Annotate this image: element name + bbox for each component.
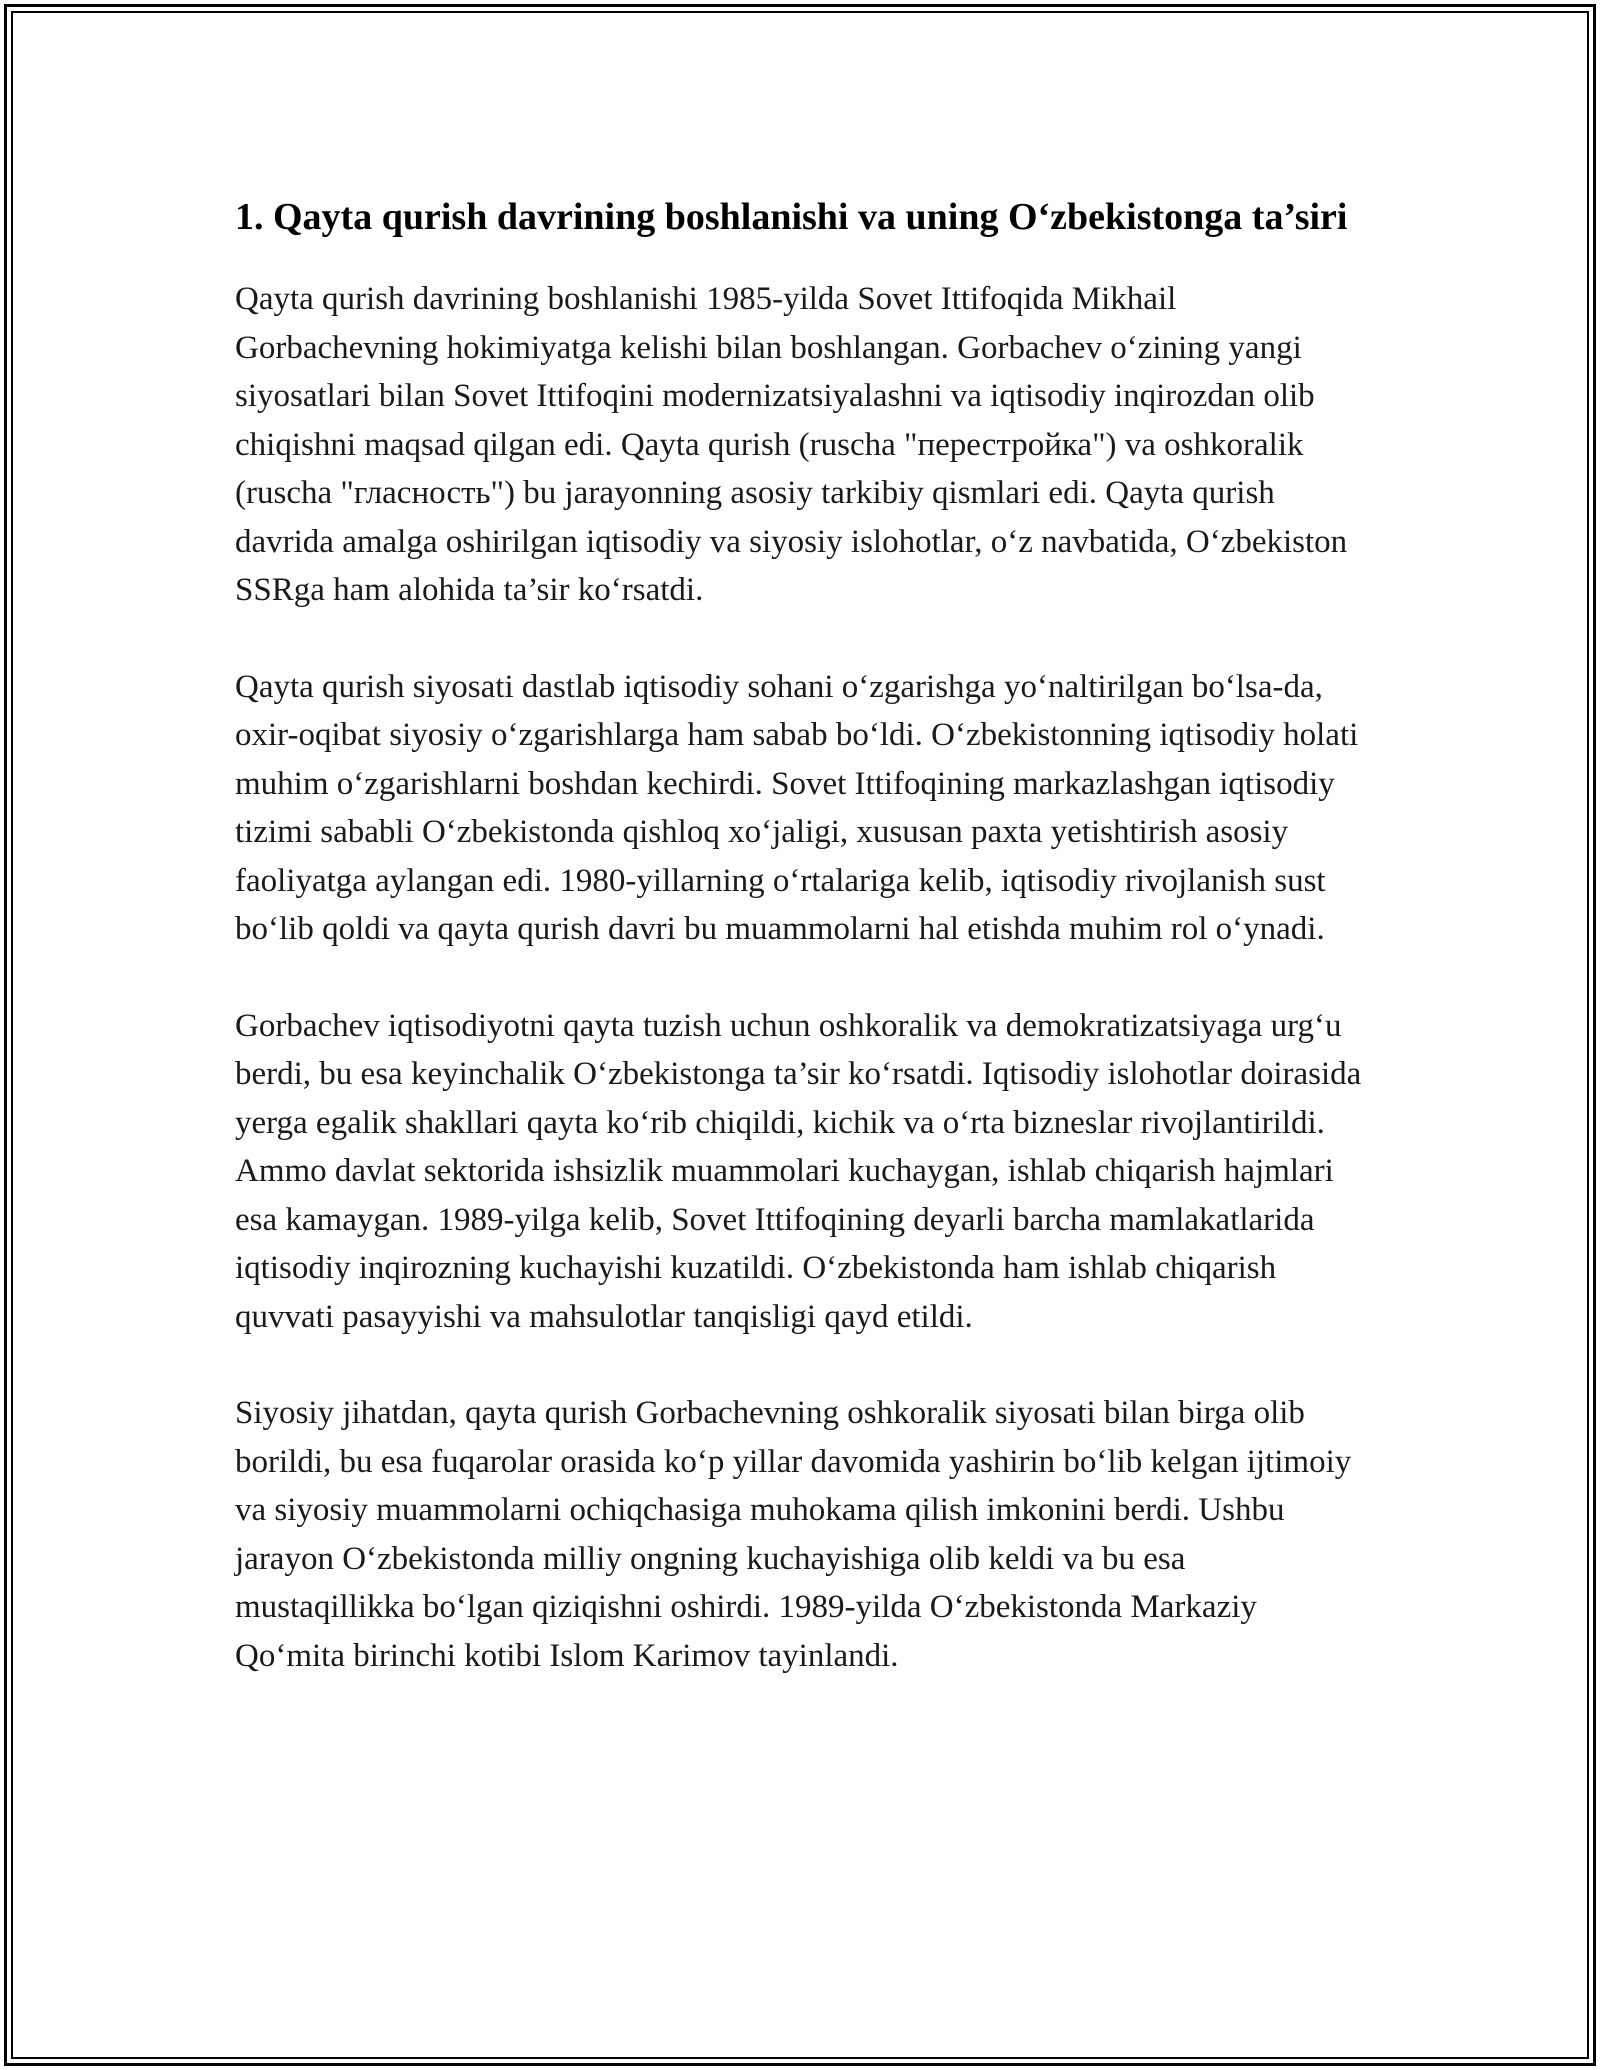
paragraph-4: Siyosiy jihatdan, qayta qurish Gorbachevning oshkoralik siyosati bilan birga olib borildi, bu esa fuqarolar orasida ko‘p yillar davomida yashirin bo‘lib kelgan ijtimoiy va siyosiy muammolarni ochiqchasiga muhokama qilish imkonini berdi. Ushbu jarayon O‘zbekistonda milliy ongning kuchayishiga olib keldi va bu esa mustaqillikka bo‘lgan qiziqishni oshirdi. 1989-yilda O‘zbekistonda Markaziy Qo‘mita birinchi kotibi Islom Karimov tayinlandi. <box>235 1395 1352 1674</box>
paragraph-2: Qayta qurish siyosati dastlab iqtisodiy sohani o‘zgarishga yo‘naltirilgan bo‘lsa-da, oxir-oqibat siyosiy o‘zgarishlarga ham sabab bo‘ldi. O‘zbekistonning iqtisodiy holati muhim o‘zgarishlarni boshdan kechirdi. Sovet Ittifoqining markazlashgan iqtisodiy tizimi sababli O‘zbekistonda qishloq xo‘jaligi, xususan paxta yetishtirish asosiy faoliyatga aylangan edi. 1980-yillarning o‘rtalariga kelib, iqtisodiy rivojlanish sust bo‘lib qoldi va qayta qurish davri bu muammolarni hal etishda muhim rol o‘ynadi. <box>235 668 1359 947</box>
paragraph-3: Gorbachev iqtisodiyotni qayta tuzish uchun oshkoralik va demokratizatsiyaga urg‘u berdi, bu esa keyinchalik O‘zbekistonga ta’sir ko‘rsatdi. Iqtisodiy islohotlar doirasida yerga egalik shakllari qayta ko‘rib chiqildi, kichik va o‘rta bizneslar rivojlantirildi. Ammo davlat sektorida ishsizlik muammolari kuchaygan, ishlab chiqarish hajmlari esa kamaygan. 1989-yilga kelib, Sovet Ittifoqining deyarli barcha mamlakatlarida iqtisodiy inqirozning kuchayishi kuzatildi. O‘zbekistonda ham ishlab chiqarish quvvati pasayyishi va mahsulotlar tanqisligi qayd etildi. <box>235 1007 1362 1335</box>
paragraph-1: Qayta qurish davrining boshlanishi 1985-yilda Sovet Ittifoqida Mikhail Gorbachevning hokimiyatga kelishi bilan boshlangan. Gorbachev o‘zining yangi siyosatlari bilan Sovet Ittifoqini modernizatsiyalashni va iqtisodiy inqirozdan olib chiqishni maqsad qilgan edi. Qayta qurish (ruscha "перестройка") va oshkoralik (ruscha "гласность") bu jarayonning asosiy tarkibiy qismlari edi. Qayta qurish davrida amalga oshirilgan iqtisodiy va siyosiy islohotlar, o‘z navbatida, O‘zbekiston SSRga ham alohida ta’sir ko‘rsatdi. <box>235 281 1348 608</box>
document-body <box>235 190 1365 1728</box>
section-heading: 1. Qayta qurish davrining boshlanishi va uning O‘zbekistonga ta’siri <box>235 196 1348 238</box>
